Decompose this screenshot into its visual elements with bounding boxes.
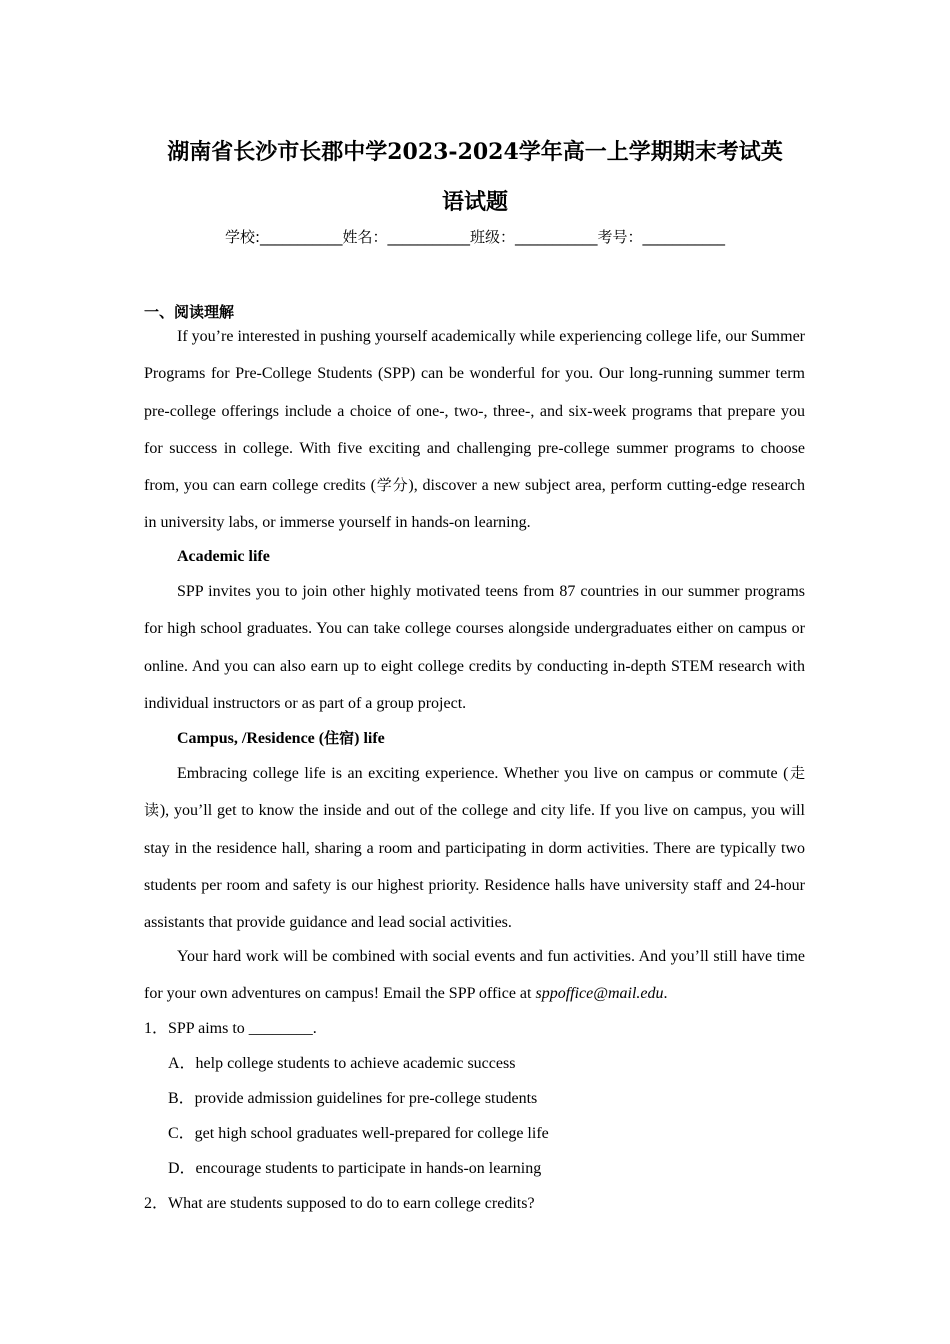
student-info-line: 学校:___________姓名：___________班级：___________考号：___________ bbox=[224, 228, 726, 246]
passage-paragraph-4: Your hard work will be combined with social events and fun activities. And you’ll still have time for your own adventures on campus! Email the SPP office at sppoffice@mail.edu. bbox=[144, 948, 805, 1003]
email-address: sppoffice@mail.edu bbox=[535, 985, 664, 1003]
document-title-line-1: 湖南省长沙市长郡中学2023-2024学年高一上学期期末考试英 bbox=[167, 139, 783, 165]
question-2-stem: 2．What are students supposed to do to earn college credits? bbox=[144, 1195, 535, 1212]
question-1-option-a: A．help college students to achieve academic success bbox=[168, 1055, 516, 1072]
section-heading-reading: 一、阅读理解 bbox=[144, 303, 235, 321]
subheading-academic-life: Academic life bbox=[177, 548, 270, 565]
passage-paragraph-1: If you’re interested in pushing yourself academically while experiencing college life, our Summer Programs for Pre-College Students (SPP) can be wonderful for you. Our long-running summer term pre-college offerings include a choice of one-, two-, three-, and six-week programs that prepare you for success in college. With five exciting and challenging pre-college summer programs to choose from, you can earn college credits (学分), discover a new subject area, perform cutting-edge research in university labs, or immerse yourself in hands-on learning. bbox=[144, 328, 805, 532]
question-1-option-b: B．provide admission guidelines for pre-college students bbox=[168, 1090, 538, 1107]
question-1-option-c: C．get high school graduates well-prepared for college life bbox=[168, 1125, 549, 1142]
document-title-line-2: 语试题 bbox=[441, 189, 508, 215]
passage-paragraph-2: SPP invites you to join other highly motivated teens from 87 countries in our summer programs for high school graduates. You can take college courses alongside undergraduates either on campus or online. And you can also earn up to eight college credits by conducting in-depth STEM research with individual instructors or as part of a group project. bbox=[144, 583, 805, 712]
subheading-campus-residence-life: Campus, /Residence (住宿) life bbox=[177, 729, 385, 747]
question-1-option-d: D．encourage students to participate in hands-on learning bbox=[168, 1160, 542, 1177]
question-1-stem: 1．SPP aims to ________. bbox=[144, 1020, 317, 1037]
passage-paragraph-3: Embracing college life is an exciting experience. Whether you live on campus or commute (走读), you’ll get to know the inside and out of the college and city life. If you live on campus, you will stay in the residence hall, sharing a room and participating in dorm activities. There are typically two students per room and safety is our highest priority. Residence halls have university staff and 24-hour assistants that provide guidance and lead social activities. bbox=[144, 764, 805, 932]
